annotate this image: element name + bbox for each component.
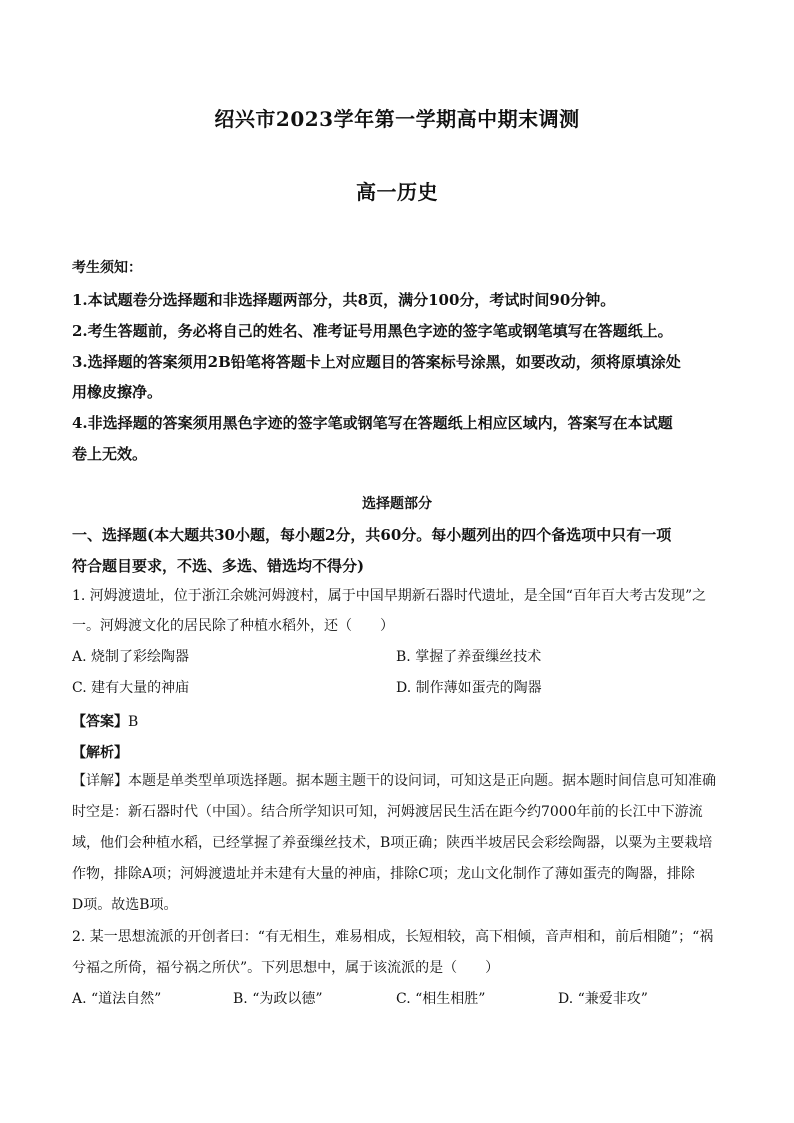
notice-item: 2.考生答题前，务必将自己的姓名、准考证号用黑色字迹的签字笔或钢笔填写在答题纸上。 [72, 322, 673, 340]
answer-value: B [128, 714, 139, 730]
section-instruction: 一、选择题(本大题共30小题，每小题2分，共60分。每小题列出的四个备选项中只有一项 [72, 526, 672, 544]
exam-title: 绍兴市2023学年第一学期高中期末调测 [214, 107, 580, 131]
notice-heading: 考生须知： [72, 260, 142, 276]
option-a: A. “道法自然” [72, 991, 162, 1007]
question-stem: 兮福之所倚，福兮祸之所伏”。下列思想中，属于该流派的是（ ） [72, 960, 500, 976]
notice-item: 用橡皮擦净。 [72, 383, 163, 401]
section-heading: 选择题部分 [362, 496, 432, 512]
detail-line: D项。故选B项。 [72, 897, 178, 913]
section-instruction: 符合题目要求，不选、多选、错选均不得分) [72, 557, 365, 575]
question-stem: 一。河姆渡文化的居民除了种植水稻外，还（ ） [72, 618, 394, 634]
option-d: D. 制作薄如蛋壳的陶器 [396, 680, 542, 696]
option-d: D. “兼爱非攻” [558, 991, 648, 1007]
detail-line: 【详解】本题是单类型单项选择题。据本题主题干的设问词，可知这是正向题。据本题时间信息可知准确 [72, 773, 716, 789]
detail-line: 作物，排除A项；河姆渡遗址并未建有大量的神庙，排除C项；龙山文化制作了薄如蛋壳的陶器，排除 [72, 866, 695, 882]
notice-item: 3.选择题的答案须用2B铅笔将答题卡上对应题目的答案标号涂黑，如要改动，须将原填涂处 [72, 353, 681, 371]
exam-subject: 高一历史 [356, 180, 438, 204]
option-c: C. “相生相胜” [396, 991, 486, 1007]
question-stem: 1. 河姆渡遗址，位于浙江余姚河姆渡村，属于中国早期新石器时代遗址，是全国“百年百大考古发现”之 [72, 588, 707, 604]
question-stem: 2. 某一思想流派的开创者曰：“有无相生，难易相成，长短相较，高下相倾，音声相和，前后相随”；“祸 [72, 929, 714, 945]
detail-line: 时空是：新石器时代（中国）。结合所学知识可知，河姆渡居民生活在距今约7000年前的长江中下游流 [72, 804, 703, 820]
option-c: C. 建有大量的神庙 [72, 680, 190, 696]
option-b: B. 掌握了养蚕缫丝技术 [396, 649, 542, 665]
option-a: A. 烧制了彩绘陶器 [72, 649, 190, 665]
analysis-label: 【解析】 [72, 745, 128, 761]
notice-item: 1.本试题卷分选择题和非选择题两部分，共8页，满分100分，考试时间90分钟。 [72, 291, 616, 309]
notice-item: 卷上无效。 [72, 445, 148, 463]
answer-label: 【答案】 [72, 714, 128, 730]
notice-item: 4.非选择题的答案须用黑色字迹的签字笔或钢笔写在答题纸上相应区域内，答案写在本试题 [72, 414, 673, 432]
detail-line: 域，他们会种植水稻，已经掌握了养蚕缫丝技术，B项正确；陕西半坡居民会彩绘陶器，以粟为主要栽培 [72, 835, 713, 851]
answer-line [72, 711, 138, 731]
option-b: B. “为政以德” [233, 991, 323, 1007]
